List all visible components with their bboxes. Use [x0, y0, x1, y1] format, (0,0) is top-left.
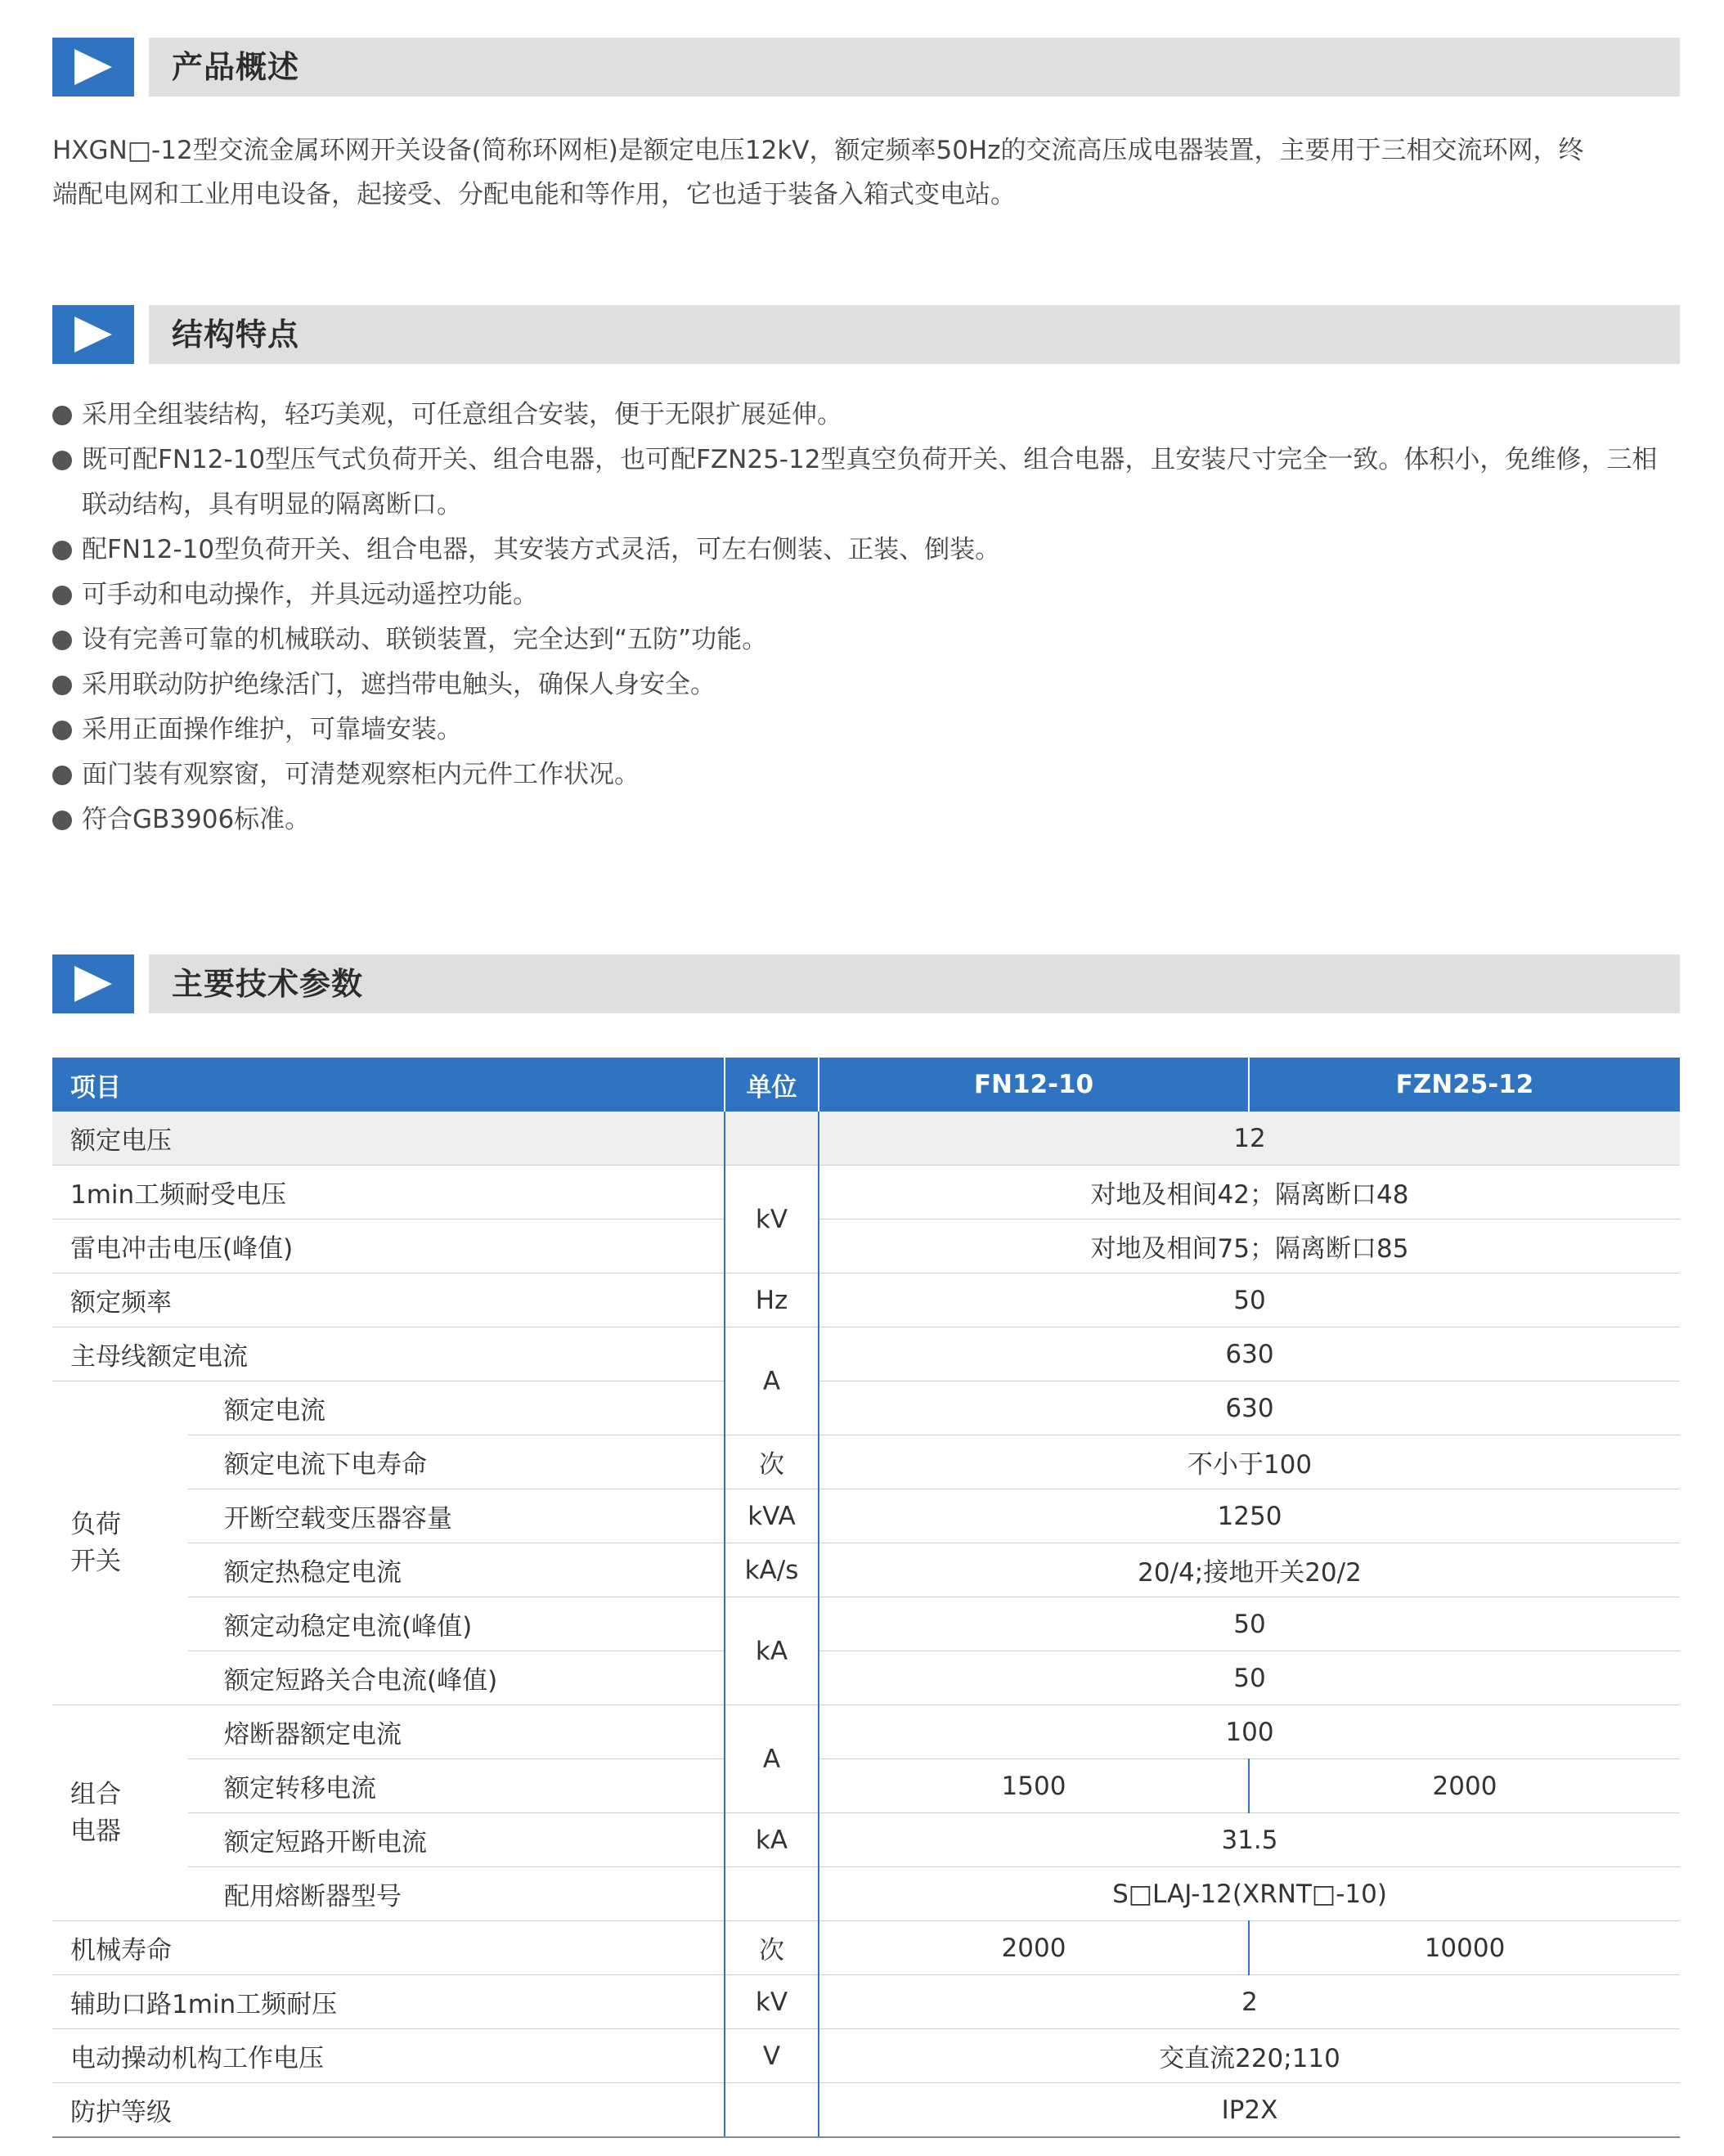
row-unit: kV [725, 1975, 819, 2029]
row-unit: V [725, 2029, 819, 2083]
table-row [52, 1651, 1680, 1705]
group-text: 负荷开关 [70, 1509, 121, 1576]
row-label: 熔断器额定电流 [188, 1705, 725, 1759]
row-label: 额定电流下电寿命 [188, 1435, 725, 1489]
table-row [52, 1489, 1680, 1543]
group-label-combo [52, 1705, 188, 1921]
table-row [52, 1273, 1680, 1327]
section-header-params [52, 954, 1680, 1013]
overview-line: HXGN□-12型交流金属环网开关设备(简称环网柜)是额定电压12kV，额定频率50Hz的交流高压成电器装置，主要用于三相交流环网，终 [52, 136, 1584, 165]
row-unit: Hz [725, 1273, 819, 1327]
list-item [52, 618, 1680, 663]
row-unit: kV [725, 1166, 819, 1273]
feature-text: 设有完善可靠的机械联动、联锁装置，完全达到“五防”功能。 [82, 625, 768, 654]
row-label: 电动操动机构工作电压 [52, 2029, 725, 2083]
group-text: 组合电器 [70, 1779, 121, 1846]
overview-paragraph [52, 128, 1680, 217]
row-label: 机械寿命 [52, 1921, 725, 1975]
table-row [52, 1759, 1680, 1813]
list-item [52, 393, 1680, 438]
row-unit [725, 1112, 819, 1166]
bullet-icon [52, 676, 72, 695]
row-value: 50 [819, 1273, 1680, 1327]
section-marker [52, 954, 134, 1013]
row-value-fn12: 1500 [819, 1759, 1249, 1813]
row-label: 主母线额定电流 [52, 1327, 725, 1381]
row-label: 额定频率 [52, 1273, 725, 1327]
row-unit: kA/s [725, 1543, 819, 1597]
play-arrow-icon [74, 317, 112, 353]
bullet-icon [52, 631, 72, 650]
row-label: 辅助口路1min工频耐压 [52, 1975, 725, 2029]
table-row [52, 1867, 1680, 1921]
table-header-row [52, 1058, 1680, 1112]
table-row [52, 1543, 1680, 1597]
bullet-icon [52, 811, 72, 830]
row-label: 额定电压 [52, 1112, 725, 1166]
table-row [52, 2083, 1680, 2138]
table-row [52, 1921, 1680, 1975]
row-value: IP2X [819, 2083, 1680, 2138]
row-unit: A [725, 1705, 819, 1813]
row-unit: kVA [725, 1489, 819, 1543]
row-value: 交直流220;110 [819, 2029, 1680, 2083]
feature-text: 可手动和电动操作，并具远动遥控功能。 [82, 580, 538, 609]
row-label: 防护等级 [52, 2083, 725, 2138]
row-unit: 次 [725, 1921, 819, 1975]
row-value: 12 [819, 1112, 1680, 1166]
row-unit: kA [725, 1597, 819, 1705]
list-item [52, 573, 1680, 618]
table-row [52, 1597, 1680, 1651]
table-row [52, 1813, 1680, 1867]
section-marker [52, 38, 134, 97]
feature-text: 采用联动防护绝缘活门，遮挡带电触头，确保人身安全。 [82, 670, 716, 699]
section-header-overview [52, 38, 1680, 97]
header-fn12: FN12-10 [819, 1058, 1249, 1112]
list-item [52, 797, 1680, 842]
list-item [52, 752, 1680, 797]
bullet-icon [52, 451, 72, 470]
list-item [52, 707, 1680, 752]
row-value: 31.5 [819, 1813, 1680, 1867]
row-value: 100 [819, 1705, 1680, 1759]
row-label: 额定短路关合电流(峰值) [188, 1651, 725, 1705]
row-value: 2 [819, 1975, 1680, 2029]
row-value: 对地及相间75；隔离断口85 [819, 1219, 1680, 1273]
title-bar [149, 305, 1680, 364]
row-label: 1min工频耐受电压 [52, 1166, 725, 1219]
header-item: 项目 [52, 1058, 725, 1112]
row-value: 630 [819, 1381, 1680, 1435]
row-value-fn12: 2000 [819, 1921, 1249, 1975]
row-label: 额定电流 [188, 1381, 725, 1435]
bullet-icon [52, 406, 72, 425]
feature-list [52, 393, 1680, 842]
row-value-fzn25: 10000 [1249, 1921, 1680, 1975]
row-value: 20/4;接地开关20/2 [819, 1543, 1680, 1597]
row-unit: 次 [725, 1435, 819, 1489]
params-table [52, 1058, 1680, 2138]
list-item [52, 438, 1680, 528]
bullet-icon [52, 766, 72, 785]
header-unit: 单位 [725, 1058, 819, 1112]
bullet-icon [52, 541, 72, 560]
title-bar [149, 954, 1680, 1013]
row-label: 额定热稳定电流 [188, 1543, 725, 1597]
list-item [52, 528, 1680, 573]
feature-text: 面门装有观察窗，可清楚观察柜内元件工作状况。 [82, 760, 640, 789]
table-row [52, 1166, 1680, 1219]
row-label: 雷电冲击电压(峰值) [52, 1219, 725, 1273]
table-row [52, 1381, 1680, 1435]
feature-text: 既可配FN12-10型压气式负荷开关、组合电器，也可配FZN25-12型真空负荷开关、组合电器，且安装尺寸完全一致。体积小，免维修，三相联动结构，具有明显的隔离断口。 [82, 445, 1658, 519]
section-header-structure [52, 305, 1680, 364]
table-row [52, 1219, 1680, 1273]
section-title: 主要技术参数 [172, 966, 364, 1002]
group-label-load-switch [52, 1381, 188, 1705]
row-value: 不小于100 [819, 1435, 1680, 1489]
bullet-icon [52, 721, 72, 740]
feature-text: 采用正面操作维护，可靠墙安装。 [82, 715, 462, 744]
table-row [52, 1112, 1680, 1166]
row-value: 50 [819, 1651, 1680, 1705]
row-unit: kA [725, 1813, 819, 1867]
table-row [52, 1327, 1680, 1381]
play-arrow-icon [74, 966, 112, 1002]
section-title: 结构特点 [172, 317, 300, 353]
row-value: 对地及相间42；隔离断口48 [819, 1166, 1680, 1219]
row-label: 额定转移电流 [188, 1759, 725, 1813]
row-unit: A [725, 1327, 819, 1435]
row-value: 1250 [819, 1489, 1680, 1543]
row-unit [725, 2083, 819, 2138]
feature-text: 采用全组装结构，轻巧美观，可任意组合安装，便于无限扩展延伸。 [82, 400, 842, 429]
bullet-icon [52, 586, 72, 605]
row-label: 额定短路开断电流 [188, 1813, 725, 1867]
row-unit [725, 1867, 819, 1921]
row-label: 开断空载变压器容量 [188, 1489, 725, 1543]
feature-text: 符合GB3906标准。 [82, 805, 311, 834]
table-row [52, 1705, 1680, 1759]
feature-text: 配FN12-10型负荷开关、组合电器，其安装方式灵活，可左右侧装、正装、倒装。 [82, 535, 1001, 564]
table-row [52, 1975, 1680, 2029]
section-title: 产品概述 [172, 49, 300, 85]
table-row [52, 2029, 1680, 2083]
row-value-fzn25: 2000 [1249, 1759, 1680, 1813]
row-label: 配用熔断器型号 [188, 1867, 725, 1921]
table-row [52, 1435, 1680, 1489]
header-fzn25: FZN25-12 [1249, 1058, 1680, 1112]
section-marker [52, 305, 134, 364]
overview-line: 端配电网和工业用电设备，起接受、分配电能和等作用，它也适于装备入箱式变电站。 [52, 180, 1016, 209]
row-label: 额定动稳定电流(峰值) [188, 1597, 725, 1651]
play-arrow-icon [74, 49, 112, 85]
row-value: S□LAJ-12(XRNT□-10) [819, 1867, 1680, 1921]
title-bar [149, 38, 1680, 97]
row-value: 630 [819, 1327, 1680, 1381]
list-item [52, 663, 1680, 707]
row-value: 50 [819, 1597, 1680, 1651]
